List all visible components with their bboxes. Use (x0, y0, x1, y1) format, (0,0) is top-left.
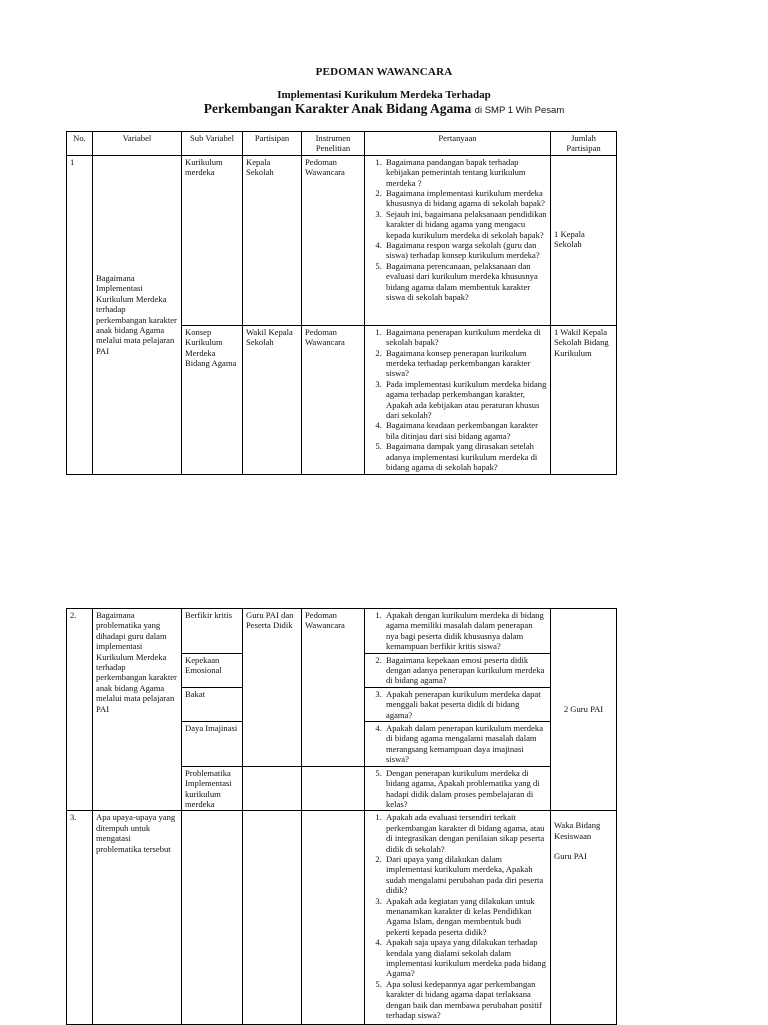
instrumen-cell: Pedoman Wawancara (302, 155, 365, 325)
list-item: 1. Bagaimana penerapan kurikulum merdeka di sekolah bapak? (384, 327, 547, 348)
question-list (368, 812, 547, 1020)
list-item: 5. Apa solusi kedepannya agar perkembangan karakter di bidang agama dapat terlaksana dengan baik dan membawa perubahan positif terhadap siswa? (384, 979, 547, 1021)
header-jumlah: Jumlah Partisipan (551, 132, 617, 156)
document-title: PEDOMAN WAWANCARA (315, 66, 453, 78)
partisipan-cell: Guru PAI dan Peserta Didik (243, 609, 302, 767)
question-list (368, 723, 547, 765)
list-item: 2. Bagaimana konsep penerapan kurikulum merdeka terhadap perkembangan karakter siswa? (384, 348, 547, 379)
variabel-text: Bagaimana Implementasi Kurikulum Merdeka terhadap perkembangan karakter anak bidang Agama melalui mata pelajaran PAI (96, 273, 177, 356)
list-item: 1. Apakah ada evaluasi tersendiri terkait perkembangan karakter di bidang agama, atau di integrasikan dengan penilaian sikap peserta didik di sekolah? (384, 812, 547, 854)
variabel-cell (93, 155, 182, 474)
header-sub-variabel: Sub Variabel (182, 132, 243, 156)
interview-table-1 (66, 131, 617, 475)
partisipan-cell: Kepala Sekolah (243, 155, 302, 325)
header-variabel: Variabel (93, 132, 182, 156)
jumlah-text-2: Guru PAI (554, 851, 587, 862)
partisipan-cell: Wakil Kepala Sekolah (243, 325, 302, 474)
list-item: 4. Apakah dalam penerapan kurikulum merdeka di bidang agama mengalami masalah dalam merangsang kemampuan daya imajinasi siswa? (384, 723, 547, 765)
sub-variabel-cell: Problematika Implementasi kurikulum merdeka (182, 766, 243, 811)
question-list (368, 610, 547, 652)
sub-variabel-cell-empty (182, 811, 243, 1025)
instrumen-cell: Pedoman Wawancara (302, 325, 365, 474)
jumlah-cell: 2 Guru PAI (551, 609, 617, 811)
list-item: 2. Dari upaya yang dilakukan dalam implementasi kurikulum merdeka, Apakah sudah mengalami perubahan pada diri peserta didik? (384, 854, 547, 896)
list-item: 5. Bagaimana dampak yang dirasakan setelah adanya implementasi kurikulum merdeka di bidang agama di sekolah bapak? (384, 441, 547, 472)
table-row (67, 609, 617, 654)
question-list (368, 655, 547, 686)
instrumen-cell: Pedoman Wawancara (302, 609, 365, 767)
sub-variabel-cell: Konsep Kurikulum Merdeka Bidang Agama (182, 325, 243, 474)
partisipan-cell-empty (243, 766, 302, 811)
jumlah-cell (551, 155, 617, 325)
jumlah-text: 1 Kepala Sekolah (554, 228, 585, 250)
question-list (368, 768, 547, 810)
document-subtitle: Implementasi Kurikulum Merdeka Terhadap (277, 89, 491, 101)
header-partisipan: Partisipan (243, 132, 302, 156)
questions-cell (365, 653, 551, 687)
list-item: 3. Apakah ada kegiatan yang dilakukan untuk menanamkan karakter di kelas Pendidikan Agama Islam, dengan membentuk budi pekerti kepada peserta didik? (384, 896, 547, 938)
list-item: 2. Bagaimana kepekaan emosi peserta didik dengan adanya penerapan kurikulum merdeka di bidang agama? (384, 655, 547, 686)
sub-variabel-cell: Bakat (182, 687, 243, 721)
list-item: 4. Bagaimana keadaan perkembangan karakter bila ditinjau dari sisi bidang agama? (384, 420, 547, 441)
header-instrumen: Instrumen Penelitian (302, 132, 365, 156)
table-header-row (67, 132, 617, 156)
question-list (368, 689, 547, 720)
questions-cell (365, 766, 551, 811)
subtitle-main: Perkembangan Karakter Anak Bidang Agama (203, 101, 472, 116)
row-number: 1 (67, 155, 93, 474)
sub-variabel-cell: Daya Imajinasi (182, 722, 243, 767)
question-list (368, 327, 547, 473)
instrumen-cell-empty (302, 811, 365, 1025)
jumlah-cell (551, 811, 617, 1025)
list-item: 3. Pada implementasi kurikulum merdeka bidang agama terhadap perkembangan karakter, Apakah ada kebijakan atau peraturan khusus dari sekolah? (384, 379, 547, 421)
question-list (368, 157, 547, 303)
variabel-cell: Apa upaya-upaya yang ditempuh untuk mengatasi problematika tersebut (93, 811, 182, 1025)
row-number: 3. (67, 811, 93, 1025)
sub-variabel-cell: Kepekaan Emosional (182, 653, 243, 687)
questions-cell (365, 687, 551, 721)
partisipan-cell-empty (243, 811, 302, 1025)
interview-table-2 (66, 608, 617, 1025)
questions-cell (365, 155, 551, 325)
list-item: 1. Bagaimana pandangan bapak terhadap kebijakan pemerintah tentang kurikulum merdeka ? (384, 157, 547, 188)
questions-cell (365, 722, 551, 767)
questions-cell (365, 609, 551, 654)
instrumen-cell-empty (302, 766, 365, 811)
list-item: 3. Apakah penerapan kurikulum merdeka dapat menggali bakat peserta didik di bidang agama? (384, 689, 547, 720)
header-no: No. (67, 132, 93, 156)
variabel-cell: Bagaimana problematika yang dihadapi guru dalam implementasi Kurikulum Merdeka terhadap perkembangan karakter anak bidang Agama melalui mata pelajaran PAI (93, 609, 182, 811)
list-item: 3. Sejauh ini, bagaimana pelaksanaan pendidikan karakter di bidang agama yang mengacu kepada kurikulum merdeka di sekolah bapak? (384, 209, 547, 240)
list-item: 4. Bagaimana respon warga sekolah (guru dan siswa) terhadap konsep kurikulum merdeka? (384, 240, 547, 261)
sub-variabel-cell: Kurikulum merdeka (182, 155, 243, 325)
sub-variabel-cell: Berfikir kritis (182, 609, 243, 654)
questions-cell (365, 325, 551, 474)
header-pertanyaan: Pertanyaan (365, 132, 551, 156)
list-item: 5. Bagaimana perencanaan, pelaksanaan dan evaluasi dari kurikulum merdeka khususnya bidang agama dalam membentuk karakter siswa di sekolah bapak? (384, 261, 547, 303)
subtitle-location: di SMP 1 Wih Pesam (474, 105, 565, 116)
table-row (67, 155, 617, 325)
list-item: 4. Apakah saja upaya yang dilakukan terhadap kendala yang dialami sekolah dalam implementasi kurikulum merdeka pada bidang Agama? (384, 937, 547, 979)
questions-cell (365, 811, 551, 1025)
list-item: 2. Bagaimana implementasi kurikulum merdeka khususnya di bidang agama di sekolah bapak? (384, 188, 547, 209)
list-item: 1. Apakah dengan kurikulum merdeka di bidang agama memiliki masalah dalam penerapan nya bagi peserta didik khususnya dalam kemampuan berfikir kritis siswa? (384, 610, 547, 652)
table-row (67, 811, 617, 1025)
jumlah-cell: 1 Wakil Kepala Sekolah Bidang Kurikulum (551, 325, 617, 474)
jumlah-text: Waka Bidang Kesiswaan (554, 820, 601, 841)
document-subtitle-2 (0, 101, 768, 117)
list-item: 5. Dengan penerapan kurikulum merdeka di bidang agama, Apakah problematika yang di hadapi didik dalam proses pembelajaran di kelas? (384, 768, 547, 810)
row-number: 2. (67, 609, 93, 811)
